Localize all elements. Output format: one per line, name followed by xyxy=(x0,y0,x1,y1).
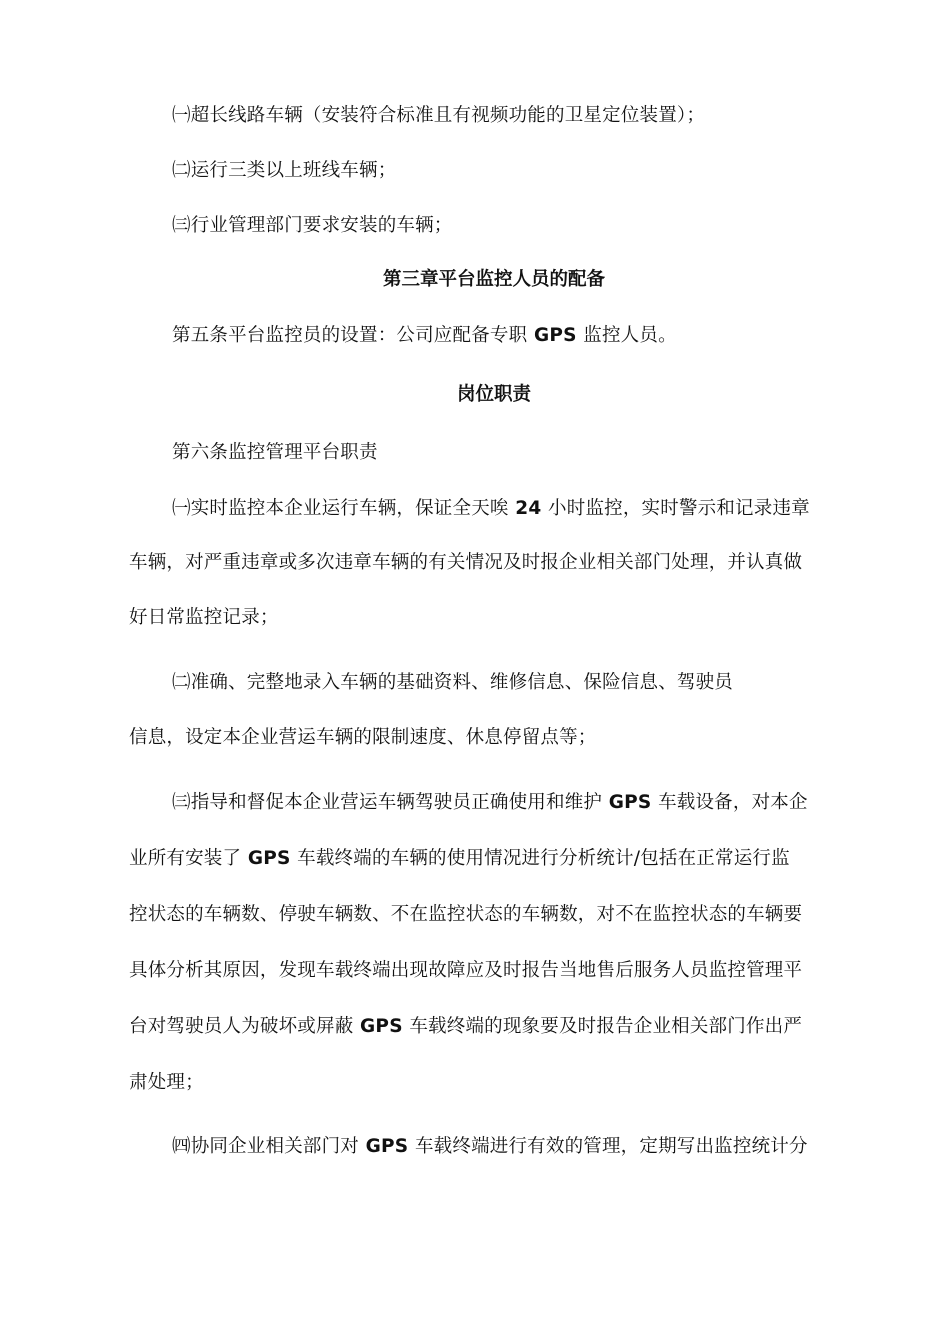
item-3-line-6: 肃处理； xyxy=(129,1072,204,1093)
article-5-text: 第五条平台监控员的设置：公司应配备专职 GPS 监控人员。 xyxy=(172,325,677,346)
list-item-2: ㈡运行三类以上班线车辆； xyxy=(172,160,397,181)
item-1-line-3: 好日常监控记录； xyxy=(129,607,279,628)
chapter-heading: 第三章平台监控人员的配备 xyxy=(382,269,605,290)
list-item-3: ㈢行业管理部门要求安装的车辆； xyxy=(172,215,453,236)
item-3-line-2: 业所有安装了 GPS 车载终端的车辆的使用情况进行分析统计/包括在正常运行监 xyxy=(129,848,790,869)
article-6-title: 第六条监控管理平台职责 xyxy=(172,442,378,463)
item-1-line-1: ㈠实时监控本企业运行车辆，保证全天唉 24 小时监控，实时警示和记录违章 xyxy=(172,498,810,519)
item-3-line-5: 台对驾驶员人为破坏或屏蔽 GPS 车载终端的现象要及时报告企业相关部门作出严 xyxy=(129,1016,803,1037)
item-3-line-1: ㈢指导和督促本企业营运车辆驾驶员正确使用和维护 GPS 车载设备，对本企 xyxy=(172,792,808,813)
item-3-line-4: 具体分析其原因，发现车载终端出现故障应及时报告当地售后服务人员监控管理平 xyxy=(129,960,803,981)
item-2-line-1: ㈡准确、完整地录入车辆的基础资料、维修信息、保险信息、驾驶员 xyxy=(172,672,734,693)
item-3-line-3: 控状态的车辆数、停驶车辆数、不在监控状态的车辆数，对不在监控状态的车辆要 xyxy=(129,904,803,925)
article-5 xyxy=(172,324,677,348)
item-1-line-2: 车辆，对严重违章或多次违章车辆的有关情况及时报企业相关部门处理，并认真做 xyxy=(129,552,803,573)
item-2-line-2: 信息，设定本企业营运车辆的限制速度、休息停留点等； xyxy=(129,727,597,748)
item-4-line-1: ㈣协同企业相关部门对 GPS 车载终端进行有效的管理，定期写出监控统计分 xyxy=(172,1136,808,1157)
list-item-1: ㈠超长线路车辆（安装符合标准且有视频功能的卫星定位装置）； xyxy=(172,105,706,126)
section-heading: 岗位职责 xyxy=(456,384,531,405)
